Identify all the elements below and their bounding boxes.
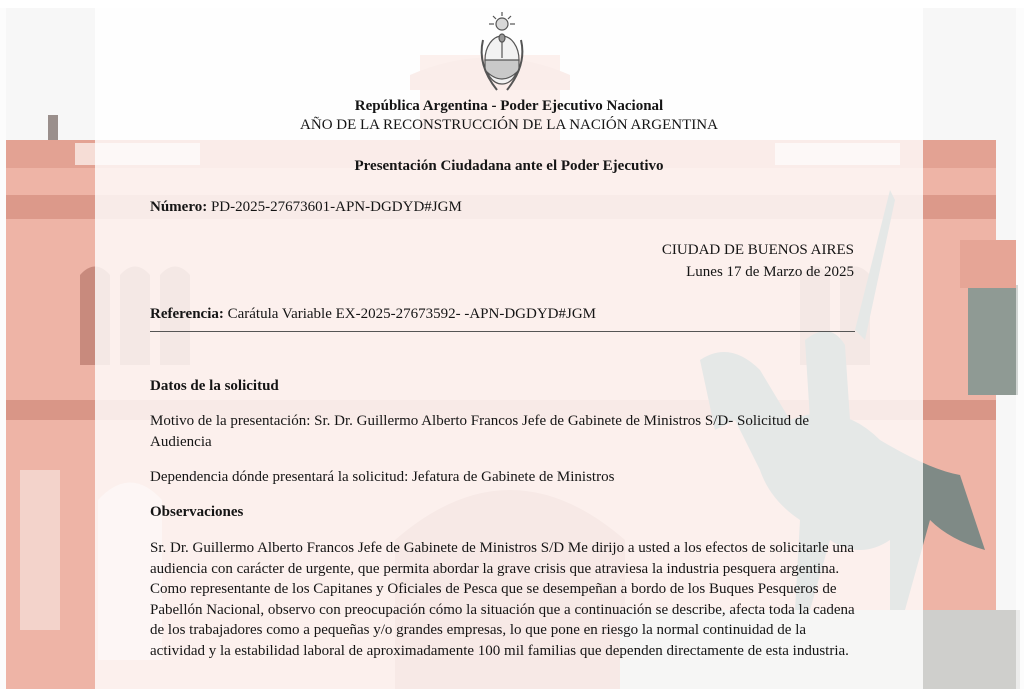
referencia-line xyxy=(150,305,596,324)
dependencia-text: Dependencia dónde presentará la solicitud: Jefatura de Gabinete de Ministros xyxy=(150,469,615,485)
divider-line xyxy=(150,331,855,332)
referencia-label: Referencia: xyxy=(150,306,224,322)
coat-of-arms-icon xyxy=(475,10,529,96)
left-frame xyxy=(0,0,6,689)
top-frame xyxy=(0,0,1024,8)
numero-line xyxy=(150,198,462,217)
right-frame xyxy=(1016,0,1024,689)
observaciones-text: Sr. Dr. Guillermo Alberto Francos Jefe de Gabinete de Ministros S/D Me dirijo a usted a los efectos de solicitarle una audiencia con carácter de urgente, que permita abordar la grave crisis que atraviesa la industria pesquera argentina. Como representante de los Capitanes y Oficiales de Pesca que se desempeñan a bordo de los Buques Pesqueros de Pabellón Nacional, observo con preocupación cómo la situación que a continuación se describe, afecta toda la cadena de los trabajadores como a pequeñas y/o grandes empresas, lo que pone en riesgo la normal continuidad de la actividad y la estabilidad laboral de aproximadamente 100 mil familias que dependen directamente de esta industria. xyxy=(150,540,855,659)
header-institution: República Argentina - Poder Ejecutivo Nacional xyxy=(354,98,664,114)
numero-value: PD-2025-27673601-APN-DGDYD#JGM xyxy=(210,199,462,215)
solicitud-heading: Datos de la solicitud xyxy=(150,378,279,394)
date: Lunes 17 de Marzo de 2025 xyxy=(686,264,854,280)
numero-label: Número: xyxy=(150,199,208,215)
referencia-value: Carátula Variable EX-2025-27673592- -APN-DGDYD#JGM xyxy=(227,306,597,322)
city: CIUDAD DE BUENOS AIRES xyxy=(661,242,854,258)
document-title: Presentación Ciudadana ante el Poder Ejecutivo xyxy=(354,158,664,174)
observaciones-heading: Observaciones xyxy=(150,504,244,520)
header-year-motto: AÑO DE LA RECONSTRUCCIÓN DE LA NACIÓN ARGENTINA xyxy=(300,117,718,133)
motivo-text: Motivo de la presentación: Sr. Dr. Guillermo Alberto Francos Jefe de Gabinete de Ministros S/D- Solicitud de Audiencia xyxy=(150,413,810,450)
